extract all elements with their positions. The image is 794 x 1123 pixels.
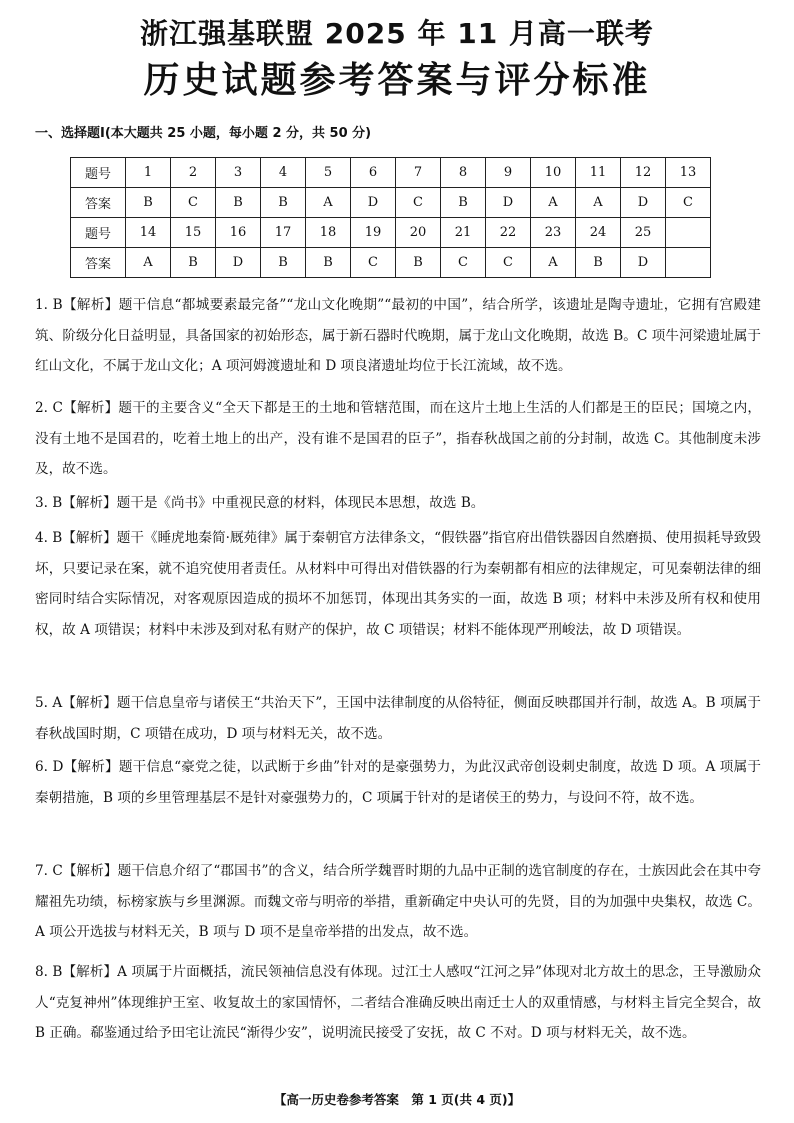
cell-answer: D xyxy=(351,188,396,218)
cell-answer: A xyxy=(306,188,351,218)
table-row-numbers-2 xyxy=(71,218,711,248)
cell-answer xyxy=(666,248,711,278)
cell-no: 9 xyxy=(486,158,531,188)
cell-answer: D xyxy=(621,248,666,278)
cell-answer: A xyxy=(531,188,576,218)
cell-no: 17 xyxy=(261,218,306,248)
cell-answer: C xyxy=(351,248,396,278)
table-row-answers-2 xyxy=(71,248,711,278)
cell-no: 18 xyxy=(306,218,351,248)
explanation-item: 1. B【解析】题干信息“都城要素最完备”“龙山文化晚期”“最初的中国”，结合所学，该遗址是陶寺遗址，它拥有宫殿建筑、阶级分化日益明显，具备国家的初始形态，属于新石器时代晚期，属于龙山文化晚期，故选 B。C 项牛河梁遗址属于红山文化，不属于龙山文化；A 项河姆渡遗址和 D 项良渚遗址均位于长江流域，故不选。 xyxy=(35,297,761,374)
label-answer: 答案 xyxy=(71,248,126,278)
label-question-no: 题号 xyxy=(71,218,126,248)
exam-title: 浙江强基联盟 2025 年 11 月高一联考 xyxy=(140,17,654,50)
cell-no: 8 xyxy=(441,158,486,188)
cell-no: 23 xyxy=(531,218,576,248)
cell-no xyxy=(666,218,711,248)
cell-no: 4 xyxy=(261,158,306,188)
cell-no: 12 xyxy=(621,158,666,188)
cell-no: 19 xyxy=(351,218,396,248)
table-row-answers-1 xyxy=(71,188,711,218)
cell-answer: C xyxy=(486,248,531,278)
cell-no: 22 xyxy=(486,218,531,248)
cell-answer: A xyxy=(126,248,171,278)
cell-no: 21 xyxy=(441,218,486,248)
cell-no: 20 xyxy=(396,218,441,248)
label-answer: 答案 xyxy=(71,188,126,218)
explanation-item: 2. C【解析】题干的主要含义“全天下都是王的土地和管辖范围，而在这片土地上生活的人们都是王的臣民；国境之内，没有土地不是国君的，吃着土地上的出产，没有谁不是国君的臣子”，指春秋战国之前的分封制，故选 C。其他制度未涉及，故不选。 xyxy=(35,400,761,477)
cell-no: 3 xyxy=(216,158,261,188)
explanation-item: 5. A【解析】题干信息皇帝与诸侯王“共治天下”，王国中法律制度的从俗特征，侧面反映郡国并行制，故选 A。B 项属于春秋战国时期，C 项错在成功，D 项与材料无关，故不选。 xyxy=(35,695,761,742)
table-row-numbers-1 xyxy=(71,158,711,188)
cell-no: 7 xyxy=(396,158,441,188)
cell-no: 24 xyxy=(576,218,621,248)
cell-answer: D xyxy=(486,188,531,218)
cell-answer: A xyxy=(531,248,576,278)
explanation-item: 8. B【解析】A 项属于片面概括，流民领袖信息没有体现。过江士人感叹“江河之异”体现对北方故土的思念，王导激励众人“克复神州”体现维护王室、收复故土的家国情怀，二者结合准确反映出南迁士人的双重情感，与材料主旨完全契合，故 B 正确。郗鉴通过给予田宅让流民“渐得少安”，说明流民接受了安抚，故 C 不对。D 项与材料无关，故不选。 xyxy=(35,964,761,1041)
cell-no: 14 xyxy=(126,218,171,248)
cell-no: 13 xyxy=(666,158,711,188)
explanation-item: 7. C【解析】题干信息介绍了“郡国书”的含义，结合所学魏晋时期的九品中正制的选官制度的存在，士族因此会在其中夸耀祖先功绩，标榜家族与乡里渊源。而魏文帝与明帝的举措，重新确定中央认可的先贤，目的为加强中央集权，故选 C。A 项公开选拔与材料无关，B 项与 D 项不是皇帝举措的出发点，故不选。 xyxy=(35,863,761,940)
cell-answer: B xyxy=(171,248,216,278)
cell-answer: B xyxy=(216,188,261,218)
cell-answer: B xyxy=(126,188,171,218)
cell-no: 2 xyxy=(171,158,216,188)
cell-answer: C xyxy=(396,188,441,218)
cell-answer: A xyxy=(576,188,621,218)
cell-answer: B xyxy=(396,248,441,278)
cell-no: 15 xyxy=(171,218,216,248)
cell-answer: B xyxy=(441,188,486,218)
cell-answer: C xyxy=(171,188,216,218)
cell-answer: B xyxy=(306,248,351,278)
cell-no: 6 xyxy=(351,158,396,188)
cell-answer: B xyxy=(261,188,306,218)
explanation-item: 4. B【解析】题干《睡虎地秦简·厩苑律》属于秦朝官方法律条文，“假铁器”指官府出借铁器因自然磨损、使用损耗导致毁坏，只要记录在案，就不追究使用者责任。从材料中可得出对借铁器的行为秦朝都有相应的法律规定，可见秦朝法律的细密同时结合实际情况，对客观原因造成的损坏不加惩罚，体现出其务实的一面，故选 B 项；材料中未涉及所有权和使用权，故 A 项错误；材料中未涉及到对私有财产的保护，故 C 项错误；材料不能体现严刑峻法，故 D 项错误。 xyxy=(35,530,761,638)
cell-answer: C xyxy=(441,248,486,278)
cell-no: 10 xyxy=(531,158,576,188)
cell-answer: D xyxy=(216,248,261,278)
answer-key-title: 历史试题参考答案与评分标准 xyxy=(143,60,651,101)
explanation-item: 6. D【解析】题干信息“豪党之徒，以武断于乡曲”针对的是豪强势力，为此汉武帝创设刺史制度，故选 D 项。A 项属于秦朝措施，B 项的乡里管理基层不是针对豪强势力的，C 项属于针对的是诸侯王的势力，与设问不符，故不选。 xyxy=(35,759,761,806)
cell-answer: B xyxy=(576,248,621,278)
section-heading: 一、选择题Ⅰ(本大题共 25 小题，每小题 2 分，共 50 分) xyxy=(35,126,372,141)
cell-no: 5 xyxy=(306,158,351,188)
cell-answer: D xyxy=(621,188,666,218)
cell-answer: C xyxy=(666,188,711,218)
label-question-no: 题号 xyxy=(71,158,126,188)
explanation-item: 3. B【解析】题干是《尚书》中重视民意的材料，体现民本思想，故选 B。 xyxy=(35,495,485,511)
cell-no: 1 xyxy=(126,158,171,188)
cell-no: 11 xyxy=(576,158,621,188)
cell-answer: B xyxy=(261,248,306,278)
answer-table xyxy=(70,157,711,278)
cell-no: 16 xyxy=(216,218,261,248)
cell-no: 25 xyxy=(621,218,666,248)
page-footer: 【高一历史卷参考答案 第 1 页(共 4 页)】 xyxy=(273,1092,521,1107)
